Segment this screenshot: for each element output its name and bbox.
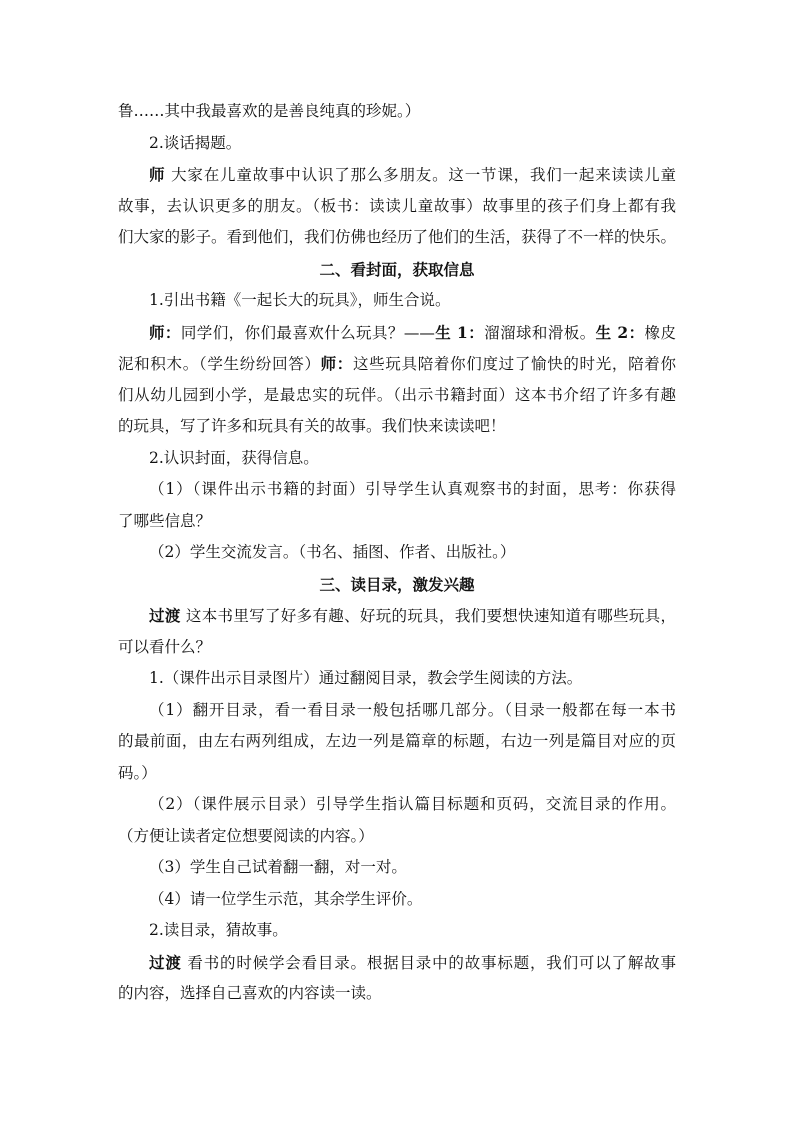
step-heading [118,285,676,317]
dialogue-text: 的玩具，写了许多和玩具有关的故事。我们快来读读吧！ [118,417,506,435]
section-title: 三、读目录，激发兴趣 [319,574,475,594]
transition-line [118,600,676,632]
speaker-label: 生 1： [434,322,485,342]
dialogue-text: 橡皮 [644,323,676,342]
paragraph-text: 们大家的影子。看到他们，我们仿佛也经历了他们的生活，获得了不一样的快乐。 [118,228,676,246]
sub-item-line [118,506,676,538]
step-heading [118,128,676,160]
section-title: 二、看封面，获取信息 [319,259,475,279]
paragraph-line [118,222,676,254]
step-text: 2.认识封面，获得信息。 [149,448,319,467]
step-text: 1.（课件出示目录图片）通过翻阅目录，教会学生阅读的方法。 [149,669,583,687]
sub-item-line [118,758,676,790]
paragraph-text: 故事，去认识更多的朋友。（板书：读读儿童故事）故事里的孩子们身上都有我 [118,196,676,215]
sub-item-text: 码。） [118,763,157,782]
step-heading [118,915,676,947]
step-text: 2.谈话揭题。 [149,133,242,152]
transition-line [118,947,676,979]
document-page [118,96,676,1010]
dialogue-text: 这些玩具陪着你们度过了愉快的时光，陪着你 [353,355,676,373]
sub-item-text: （3）学生自己试着翻一翻，对一对。 [149,858,407,876]
dialogue-line [118,411,676,443]
sub-item-line [118,789,676,821]
speaker-label: 师 [149,165,166,184]
paragraph-text: 这本书里写了好多有趣、好玩的玩具，我们要想快速知道有哪些玩具， [185,607,676,625]
sub-item-text: （方便让读者定位想要阅读的内容。） [118,826,374,845]
dialogue-line [118,317,676,349]
sub-item-text: 的最前面，由左右两列组成，左边一列是篇章的标题，右边一列是篇目对应的页 [118,732,676,750]
sub-item-line [118,537,676,569]
sub-item-line [118,726,676,758]
sub-item-line [118,821,676,853]
speaker-label: 师： [320,354,353,373]
teacher-paragraph-line [118,159,676,191]
sub-item-line [118,695,676,727]
step-text: 1.引出书籍《一起长大的玩具》，师生合说。 [149,291,451,309]
sub-item-line [118,852,676,884]
dialogue-text: 们从幼儿园到小学，是最忠实的玩伴。（出示书籍封面）这本书介绍了许多有趣 [118,385,676,404]
sub-item-text: （2）（课件展示目录）引导学生指认篇目标题和页码，交流目录的作用。 [149,795,676,813]
paragraph-text: 的内容，选择自己喜欢的内容读一读。 [118,984,382,1002]
sub-item-text: （4）请一位学生示范，其余学生评价。 [149,889,423,908]
sub-item-line [118,474,676,506]
section-heading [118,569,676,601]
step-text: 2.读目录，猜故事。 [149,921,288,939]
step-heading [118,443,676,475]
sub-item-text: （1）（课件出示书籍的封面）引导学生认真观察书的封面，思考：你获得 [149,480,676,498]
dialogue-text: 泥和积木。（学生纷纷回答） [118,355,321,373]
paragraph-text: 可以看什么？ [118,637,212,656]
speaker-label: 过渡 [149,952,182,972]
dialogue-line [118,380,676,412]
paragraph-text: 大家在儿童故事中认识了那么多朋友。这一节课，我们一起来读读儿童 [171,166,676,184]
speaker-label: 过渡 [149,606,181,625]
sub-item-text: （2）学生交流发言。（书名、插图、作者、出版社。） [149,543,516,561]
step-heading [118,663,676,695]
dialogue-text: 溜溜球和滑板。 [484,323,596,342]
sub-item-text: 了哪些信息？ [118,511,212,530]
dialogue-text: 同学们，你们最喜欢什么玩具？—— [180,323,435,342]
sub-item-text: （1）翻开目录，看一看目录一般包括哪几部分。（目录一般都在每一本书 [149,700,676,719]
dialogue-line [118,348,676,380]
transition-line [118,632,676,664]
sub-item-line [118,884,676,916]
paragraph-line [118,96,676,128]
speaker-label: 师： [149,322,181,342]
section-heading [118,254,676,286]
paragraph-text: 看书的时候学会看目录。根据目录中的故事标题，我们可以了解故事 [187,953,676,972]
paragraph-line [118,191,676,223]
transition-line [118,978,676,1010]
paragraph-text: 鲁……其中我最喜欢的是善良纯真的珍妮。） [118,102,421,120]
speaker-label: 生 2： [595,322,645,342]
